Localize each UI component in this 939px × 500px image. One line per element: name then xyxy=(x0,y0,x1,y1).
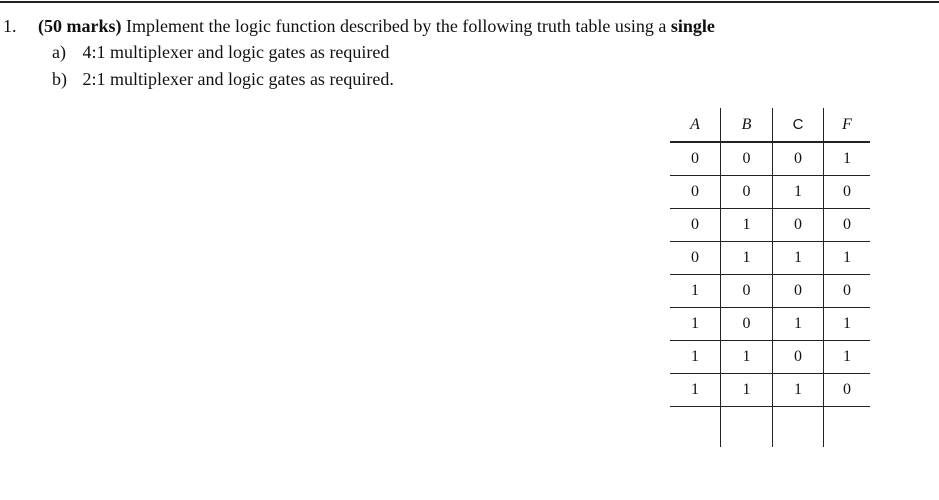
table-cell: 1 xyxy=(721,242,773,275)
question-text xyxy=(38,16,715,37)
table-cell: 1 xyxy=(824,242,870,275)
question-emphasis: single xyxy=(670,16,715,36)
part-a xyxy=(52,42,389,63)
part-a-label: a) xyxy=(52,42,66,62)
question-marks: (50 marks) xyxy=(38,16,122,36)
table-cell: 1 xyxy=(670,374,721,407)
table-cell: 0 xyxy=(773,275,824,308)
table-cell: 0 xyxy=(721,143,773,176)
table-cell: 1 xyxy=(670,275,721,308)
table-cell: 0 xyxy=(721,275,773,308)
table-cell: 0 xyxy=(773,209,824,242)
part-b xyxy=(52,69,394,90)
part-b-label: b) xyxy=(52,69,67,89)
table-cell: 1 xyxy=(670,308,721,341)
part-b-text: 2:1 multiplexer and logic gates as required. xyxy=(82,69,394,89)
table-cell: 1 xyxy=(773,176,824,209)
table-cell: 1 xyxy=(773,242,824,275)
empty-cell xyxy=(824,407,870,447)
table-cell: 1 xyxy=(824,341,870,374)
table-cell: 1 xyxy=(721,374,773,407)
header-a: A xyxy=(670,108,721,143)
question-body: Implement the logic function described by the following truth table using a xyxy=(126,16,667,36)
table-cell: 0 xyxy=(824,275,870,308)
empty-cell xyxy=(721,407,773,447)
top-rule xyxy=(0,1,939,3)
table-cell: 1 xyxy=(721,209,773,242)
table-cell: 1 xyxy=(824,308,870,341)
table-cell: 0 xyxy=(670,209,721,242)
table-cell: 0 xyxy=(824,374,870,407)
table-cell: 1 xyxy=(773,374,824,407)
empty-cell xyxy=(670,407,721,447)
part-a-text: 4:1 multiplexer and logic gates as required xyxy=(82,42,390,62)
empty-cell xyxy=(773,407,824,447)
header-f: F xyxy=(824,108,870,143)
header-b: B xyxy=(721,108,773,143)
table-cell: 0 xyxy=(670,176,721,209)
header-c: C xyxy=(773,108,824,143)
table-cell: 1 xyxy=(773,308,824,341)
table-cell: 0 xyxy=(670,143,721,176)
table-cell: 0 xyxy=(773,143,824,176)
truth-table-grid xyxy=(670,108,870,447)
table-cell: 0 xyxy=(824,176,870,209)
table-cell: 0 xyxy=(721,308,773,341)
table-cell: 1 xyxy=(670,341,721,374)
table-cell: 0 xyxy=(773,341,824,374)
table-cell: 0 xyxy=(670,242,721,275)
table-cell: 0 xyxy=(824,209,870,242)
table-cell: 0 xyxy=(721,176,773,209)
question-number: 1. xyxy=(3,16,17,36)
truth-table xyxy=(670,108,870,447)
table-cell: 1 xyxy=(824,143,870,176)
table-cell: 1 xyxy=(721,341,773,374)
